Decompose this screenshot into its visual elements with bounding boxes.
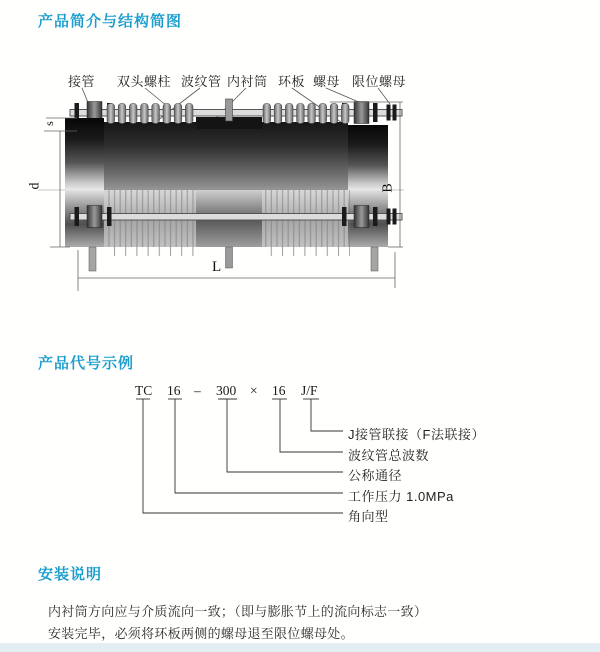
callout-diameter: 公称通径 xyxy=(348,468,403,483)
code-part-connection: J/F xyxy=(301,383,318,398)
section-title-code: 产品代号示例 xyxy=(38,355,135,372)
code-part-dash: – xyxy=(194,383,201,398)
dim-s: s xyxy=(41,121,56,126)
callout-pressure: 工作压力 1.0MPa xyxy=(348,489,454,504)
section-title-install: 安装说明 xyxy=(38,566,103,583)
callout-waves: 波纹管总波数 xyxy=(348,448,430,463)
code-part-waves: 16 xyxy=(272,383,286,398)
part-label-liner: 内衬筒 xyxy=(227,74,268,89)
limit-nut xyxy=(387,105,391,121)
callout-type: 角向型 xyxy=(348,509,389,524)
fin-tails-right xyxy=(262,247,350,256)
code-callout-lines xyxy=(0,370,600,550)
stud-end-left xyxy=(89,247,96,271)
part-label-ringplate: 环板 xyxy=(278,74,306,89)
page-footer-strip xyxy=(0,643,600,652)
stud-end-right xyxy=(371,247,378,271)
nut-right xyxy=(354,102,369,124)
code-part-type: TC xyxy=(135,383,153,398)
part-label-nut: 螺母 xyxy=(313,74,341,89)
center-pin-lower xyxy=(226,247,233,268)
code-part-diameter: 300 xyxy=(216,383,237,398)
callout-connection: J接管联接（F法联接） xyxy=(348,427,485,442)
dim-L: L xyxy=(212,259,222,275)
fin-tails-left xyxy=(108,247,196,256)
part-label-bellows: 波纹管 xyxy=(181,74,222,89)
part-label-pipe: 接管 xyxy=(68,74,96,89)
part-label-limitnut: 限位螺母 xyxy=(352,74,407,89)
limit-nut xyxy=(393,105,397,121)
section-title-structure: 产品简介与结构简图 xyxy=(38,13,183,30)
right-pipe-end xyxy=(348,125,388,190)
center-pin xyxy=(226,99,233,121)
part-label-stud: 双头螺柱 xyxy=(117,74,172,89)
install-note-2: 安装完毕，必须将环板两侧的螺母退至限位螺母处。 xyxy=(48,626,354,641)
dim-d: d xyxy=(27,182,43,190)
code-part-times: × xyxy=(250,383,258,398)
install-note-1: 内衬筒方向应与介质流向一致；（即与膨胀节上的流向标志一致） xyxy=(48,604,428,619)
bellows-body xyxy=(104,122,348,190)
code-part-pressure: 16 xyxy=(167,383,181,398)
washer xyxy=(373,103,378,122)
left-pipe-end xyxy=(65,118,104,190)
dim-B: B xyxy=(380,183,396,193)
joint-lower-half xyxy=(65,190,388,271)
